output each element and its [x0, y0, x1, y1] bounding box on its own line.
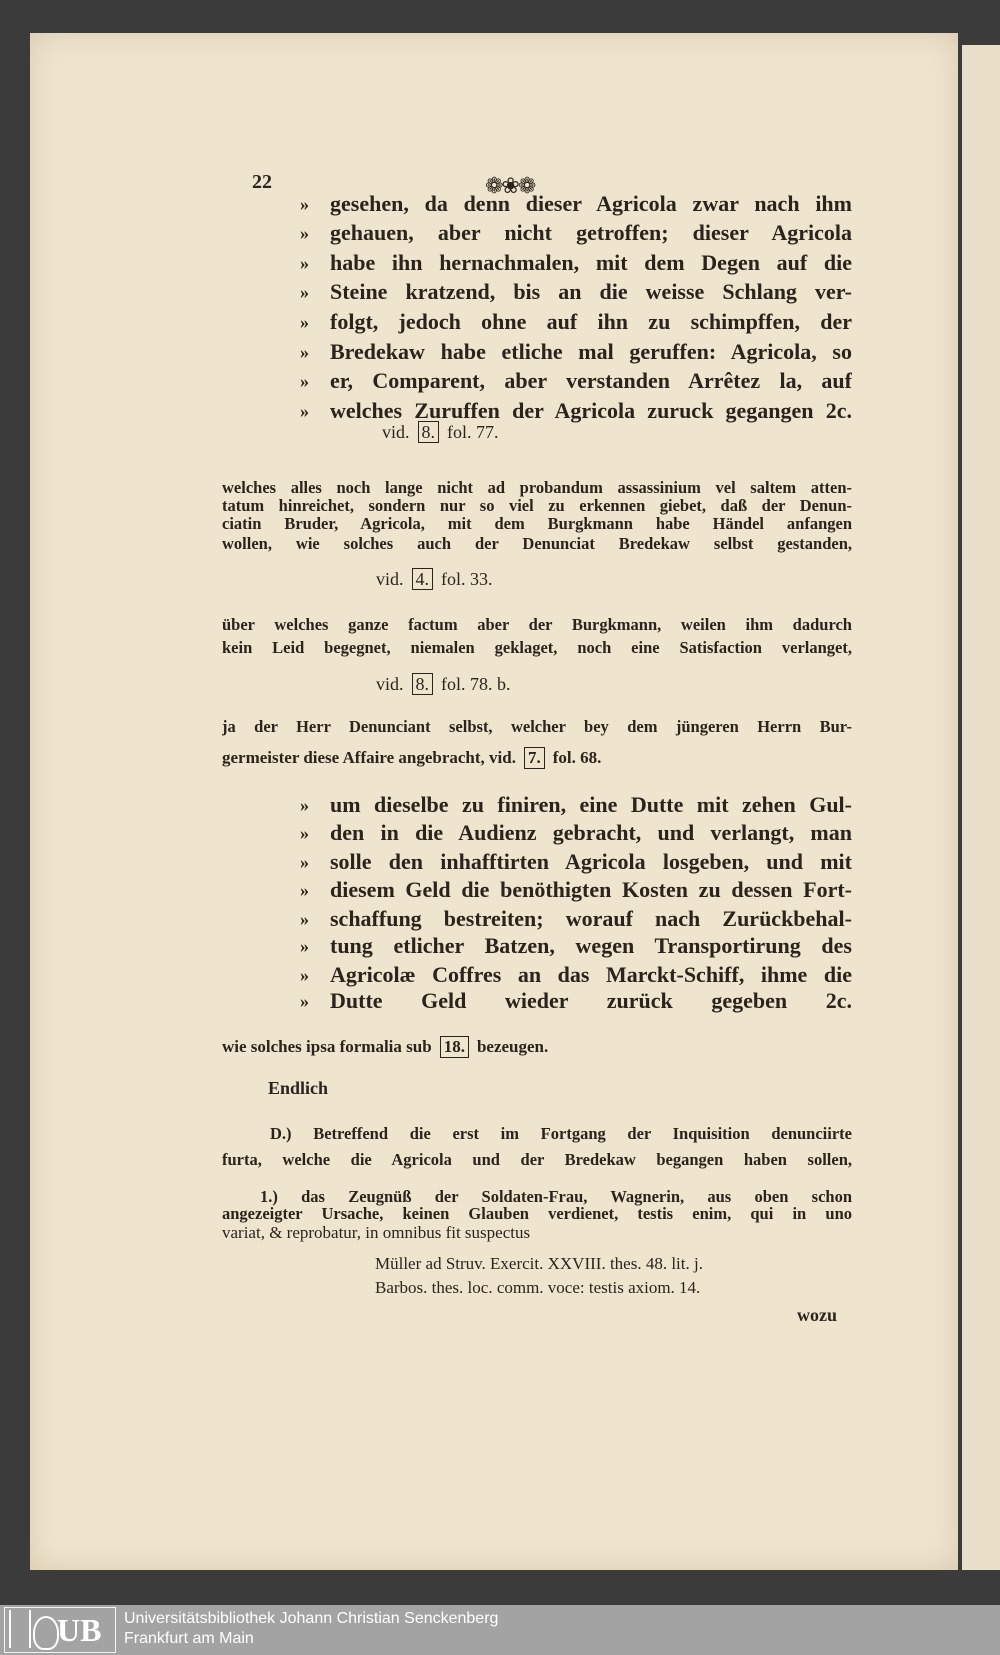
paragraph-line: ciatin Bruder, Agricola, mit dem Burgkmann habe Händel anfangen: [222, 514, 852, 533]
paragraph-line-with-ref: [222, 745, 601, 771]
paragraph-line: angezeigter Ursache, keinen Glauben verdienet, testis enim, qui in uno: [222, 1204, 852, 1223]
citation: Müller ad Struv. Exercit. XXVIII. thes. 48. lit. j.: [375, 1254, 703, 1273]
quote-line: folgt, jedoch ohne auf ihn zu schimpffen, der: [330, 309, 852, 334]
quote-mark: »: [300, 342, 309, 362]
adjacent-page-edge: [962, 45, 1000, 1570]
quote-mark: »: [300, 936, 309, 956]
ref-number-box: 18.: [440, 1036, 469, 1058]
endlich-heading: Endlich: [268, 1078, 329, 1098]
paragraph-line: tatum hinreichet, sondern nur so viel zu erkennen giebet, daß der Denun-: [222, 496, 852, 515]
quote-mark: »: [300, 991, 309, 1011]
ornament-headpiece: ❁❀❁: [485, 173, 535, 198]
quote-mark: »: [300, 909, 309, 929]
quote-mark: »: [300, 223, 309, 243]
quote-line: habe ihn hernachmalen, mit dem Degen auf die: [330, 250, 852, 275]
ref-vid: vid.: [382, 422, 410, 442]
quote-line: Steine kratzend, bis an die weisse Schlang ver-: [330, 279, 852, 304]
quote-line: schaffung bestreiten; worauf nach Zurückbehal-: [330, 906, 852, 931]
quote-line: Bredekaw habe etliche mal geruffen: Agricola, so: [330, 339, 852, 364]
quote-mark: »: [300, 253, 309, 273]
paragraph-line: variat, & reprobatur, in omnibus fit suspectus: [222, 1223, 531, 1242]
paragraph-text: wie solches ipsa formalia sub: [222, 1037, 432, 1056]
ref-number-box: 4.: [412, 568, 434, 590]
quote-line: gesehen, da denn dieser Agricola zwar nach ihm: [330, 191, 852, 216]
logo-text: UB: [57, 1612, 102, 1648]
quote-mark: »: [300, 795, 309, 815]
quote-line: er, Comparent, aber verstanden Arrêtez la, auf: [330, 368, 852, 393]
paragraph-line: ja der Herr Denunciant selbst, welcher bey dem jüngeren Herrn Bur-: [222, 717, 852, 736]
columns-icon: [9, 1610, 31, 1648]
quote-mark: »: [300, 965, 309, 985]
ref-number-box: 7.: [524, 747, 545, 769]
paragraph-line: furta, welche die Agricola und der Bredekaw begangen haben sollen,: [222, 1150, 852, 1169]
paragraph-line: über welches ganze factum aber der Burgkmann, weilen ihm dadurch: [222, 615, 852, 634]
ref-folio: fol. 78. b.: [441, 674, 511, 694]
ref-folio: fol. 77.: [447, 422, 499, 442]
paragraph-line: wollen, wie solches auch der Denunciat Bredekaw selbst gestanden,: [222, 534, 852, 553]
library-footer: [0, 1605, 1000, 1655]
portrait-icon: [33, 1616, 59, 1650]
quote-mark: »: [300, 880, 309, 900]
folio-reference: [376, 566, 493, 592]
ref-vid: vid.: [376, 674, 404, 694]
ref-number-box: 8.: [412, 673, 434, 695]
paragraph-text: germeister diese Affaire angebracht,: [222, 748, 485, 767]
ref-number-box: 8.: [418, 421, 440, 443]
quote-line: den in die Audienz gebracht, und verlangt, man: [330, 820, 852, 845]
page-number: 22: [252, 171, 272, 193]
ref-folio: fol. 33.: [441, 569, 493, 589]
folio-reference: [382, 419, 499, 445]
quote-mark: »: [300, 282, 309, 302]
quote-line: gehauen, aber nicht getroffen; dieser Agricola: [330, 220, 852, 245]
paragraph-text: bezeugen.: [476, 1037, 549, 1056]
quote-mark: »: [300, 401, 309, 421]
quote-line: diesem Geld die benöthigten Kosten zu dessen Fort-: [330, 877, 852, 902]
paragraph-line: 1.) das Zeugnüß der Soldaten-Frau, Wagnerin, aus oben schon: [260, 1187, 852, 1206]
quote-mark: »: [300, 852, 309, 872]
ref-vid: vid.: [489, 748, 516, 767]
library-name: Universitätsbibliothek Johann Christian Senckenberg: [124, 1610, 499, 1627]
ref-vid: vid.: [376, 569, 404, 589]
quote-mark: »: [300, 371, 309, 391]
paragraph-line: kein Leid begegnet, niemalen geklaget, noch eine Satisfaction verlanget,: [222, 638, 852, 657]
quote-line: solle den inhafftirten Agricola losgeben, und mit: [330, 849, 852, 874]
quote-mark: »: [300, 194, 309, 214]
quote-line: um dieselbe zu finiren, eine Dutte mit zehen Gul-: [330, 792, 852, 817]
paragraph-line: D.) Betreffend die erst im Fortgang der Inquisition denunciirte: [270, 1124, 852, 1143]
catchword: wozu: [797, 1305, 837, 1325]
ub-logo[interactable]: [4, 1607, 116, 1653]
library-city: Frankfurt am Main: [124, 1630, 254, 1647]
quote-line: Dutte Geld wieder zurück gegeben 2c.: [330, 988, 852, 1013]
quote-mark: »: [300, 823, 309, 843]
citation: Barbos. thes. loc. comm. voce: testis axiom. 14.: [375, 1278, 701, 1297]
quote-line: welches Zuruffen der Agricola zuruck gegangen 2c.: [330, 398, 852, 423]
paragraph-line: welches alles noch lange nicht ad probandum assassinium vel saltem atten-: [222, 478, 852, 497]
quote-mark: »: [300, 312, 309, 332]
paragraph-line-with-ref: [222, 1034, 548, 1060]
quote-line: tung etlicher Batzen, wegen Transportirung des: [330, 933, 852, 958]
folio-reference: [376, 671, 511, 697]
quote-line: Agricolæ Coffres an das Marckt-Schiff, ihme die: [330, 962, 852, 987]
ref-folio: fol. 68.: [552, 748, 602, 767]
